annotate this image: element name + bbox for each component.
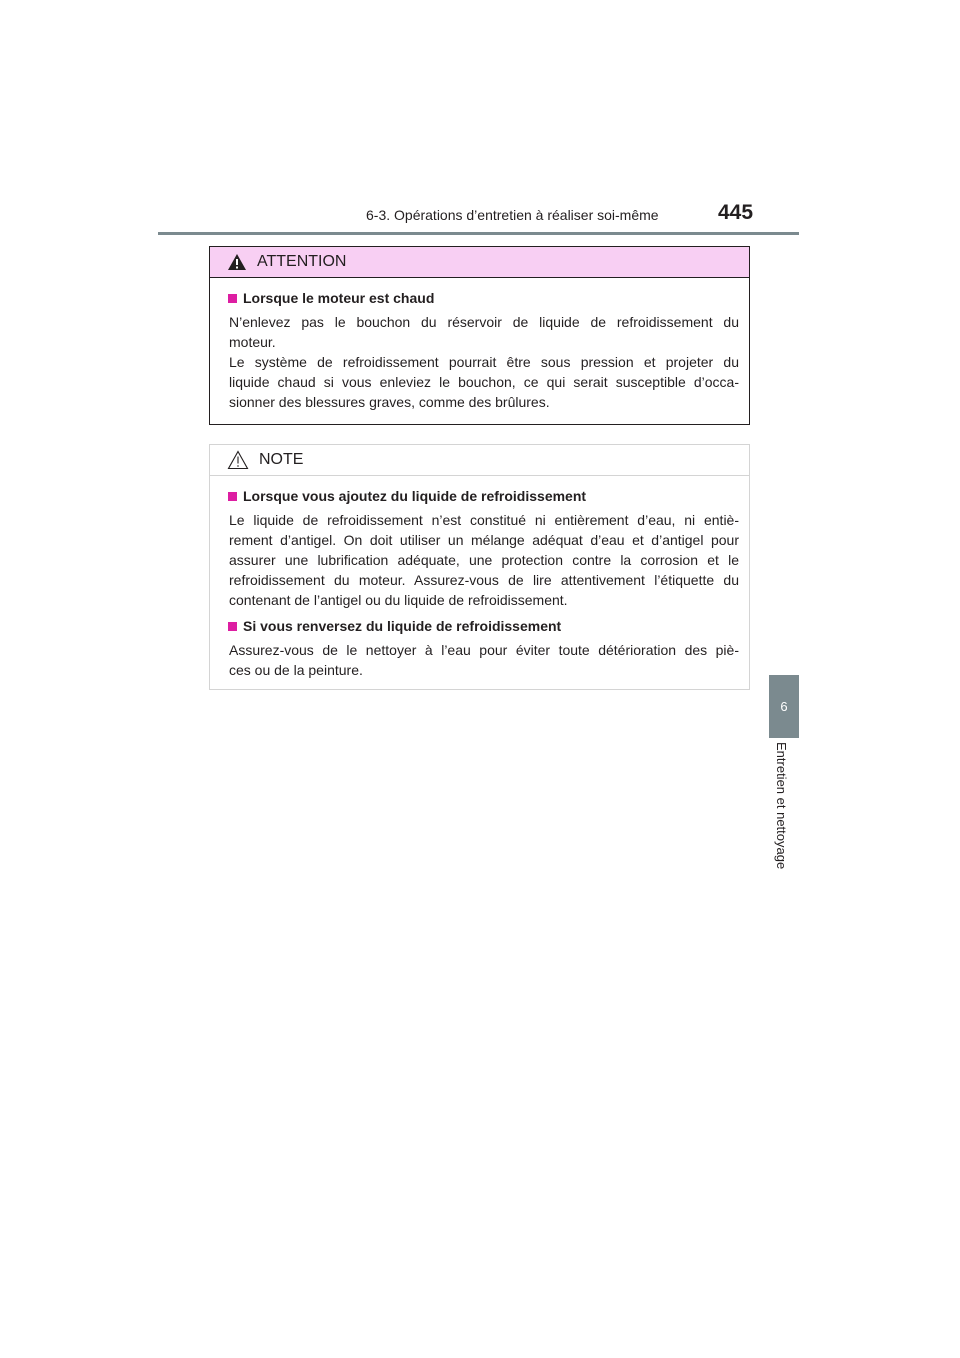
notice-text-line: refroidissement du moteur. Assurez-vous de lire attentivement l’étiquette du (229, 572, 739, 588)
notice-text-line: Assurez-vous de le nettoyer à l’eau pour éviter toute détérioration des piè- (229, 642, 739, 658)
square-bullet-icon (228, 492, 237, 501)
caution-title: ATTENTION (257, 253, 347, 270)
notice-text-line: contenant de l’antigel ou du liquide de refroidissement. (229, 592, 568, 608)
caution-text-line: moteur. (229, 334, 276, 350)
notice-title: NOTE (259, 451, 304, 468)
caution-text-line: liquide chaud si vous enleviez le bouchon, ce qui serait susceptible d’occa- (229, 374, 739, 390)
chapter-number: 6 (780, 699, 788, 714)
notice-item-title-text: Lorsque vous ajoutez du liquide de refroidissement (243, 488, 587, 504)
notice-item-title (228, 486, 739, 506)
caution-item-title (228, 288, 739, 308)
caution-text-line: sionner des blessures graves, comme des brûlures. (229, 394, 550, 410)
square-bullet-icon (228, 622, 237, 631)
header-rule (158, 232, 799, 235)
notice-header (210, 445, 749, 476)
caution-box (209, 246, 750, 425)
caution-text-line: Le système de refroidissement pourrait être sous pression et projeter du (229, 354, 739, 370)
header-section-title: 6-3. Opérations d’entretien à réaliser soi-même (366, 207, 659, 223)
chapter-title: Entretien et nettoyage (774, 742, 789, 870)
warning-filled-icon (227, 253, 247, 271)
warning-outline-icon (227, 450, 249, 470)
notice-item-title-text: Si vous renversez du liquide de refroidissement (243, 618, 562, 634)
caution-item-text (228, 312, 739, 412)
notice-item-title (228, 616, 739, 636)
notice-text-line: assurer une lubrification adéquate, une protection contre la corrosion et le (229, 552, 739, 568)
notice-box (209, 444, 750, 690)
notice-text-line: ces ou de la peinture. (229, 662, 363, 678)
page-number: 445 (718, 201, 754, 224)
caution-item-title-text: Lorsque le moteur est chaud (243, 290, 435, 306)
chapter-tab (769, 675, 799, 738)
notice-text-line: Le liquide de refroidissement n’est constitué ni entièrement d’eau, ni entiè- (229, 512, 739, 528)
square-bullet-icon (228, 294, 237, 303)
notice-item-text (228, 640, 739, 680)
notice-text-line: rement d’antigel. On doit utiliser un mélange adéquat d’eau et d’antigel pour (229, 532, 739, 548)
caution-header (210, 247, 749, 278)
notice-item-text (228, 510, 739, 610)
caution-text-line: N’enlevez pas le bouchon du réservoir de liquide de refroidissement du (229, 314, 739, 330)
